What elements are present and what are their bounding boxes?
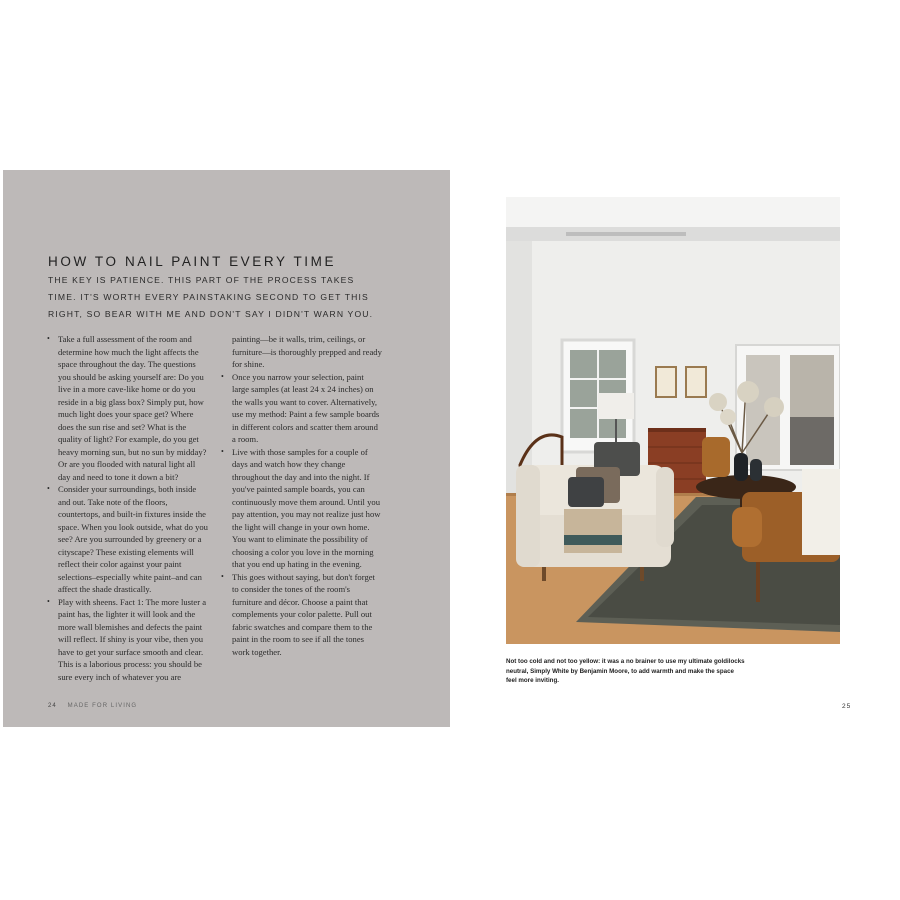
- left-page: [3, 170, 450, 727]
- left-folio: [48, 703, 137, 709]
- living-room-illustration: [506, 197, 840, 644]
- running-title: MADE FOR LIVING: [67, 703, 138, 709]
- right-page-number: 25: [842, 703, 852, 710]
- bullet-item: • Once you narrow your selection, paint large samples (at least 24 x 24 inches) on the walls you want to cover. Alternatively, use my method: Paint a few sample boards in different colors and scatter them around a room.: [220, 371, 382, 446]
- living-room-photo: [506, 197, 840, 644]
- bullet-item: • Take a full assessment of the room and determine how much the light affects the space throughout the day. The questions you should be asking yourself are: Do you live in a more cave-like home or do you reside in a big glass box? Simply put, how much light does your space get? Where does the sun rise and set? What is the quality of light? For example, do you get heavy morning sun, but no sun by midday? Or are you flooded with natural light all day and need to tone it down a bit?: [46, 333, 208, 483]
- bullet-item: • Live with those samples for a couple of days and watch how they change throughout the day and into the night. If you've painted sample boards, you can continuously move them around. Until you pay attention, you may not realize just how the light will change in your own home. You want to eliminate the possibility of choosing a color you love in the morning that you end up hating in the evening.: [220, 446, 382, 571]
- bullet-continuation: painting—be it walls, trim, ceilings, or furniture—is thoroughly prepped and ready for shine.: [232, 334, 382, 369]
- intro-text: THE KEY IS PATIENCE. THIS PART OF THE PROCESS TAKES TIME. IT'S WORTH EVERY PAINSTAKING SECOND TO GET THIS RIGHT, SO BEAR WITH ME AND DON'T SAY I DIDN'T WARN YOU.: [48, 275, 374, 319]
- bullet-item: • Consider your surroundings, both inside and out. Take note of the floors, countertops, and built-in fixtures inside the space. When you look outside, what do you see? Are you surrounded by greenery or a cityscape? These existing elements will reflect their color against your paint selections–especially white paint–and can affect the shade drastically.: [46, 483, 208, 596]
- bullet-item: • This goes without saying, but don't forget to consider the tones of the room's furniture and décor. Choose a paint that complements your color palette. Pull out fabric swatches and compare them to the paint in the room to see if all the tones work together.: [220, 571, 382, 659]
- photo-caption: Not too cold and not too yellow: it was a no brainer to use my ultimate goldilocks neutral, Simply White by Benjamin Moore, to add warmth and make the space feel more inviting.: [506, 658, 745, 684]
- column-left: [46, 333, 208, 683]
- bullet-item: • Play with sheens. Fact 1: The more luster a paint has, the lighter it will look and the more wall blemishes and defects the paint will reflect. If shiny is your vibe, then you have to get your surface smooth and clear. This is a laborious process: you should be sure every inch of whatever you are: [46, 596, 208, 684]
- section-heading: HOW TO NAIL PAINT EVERY TIME: [48, 254, 337, 269]
- page-number: 24: [48, 703, 57, 709]
- column-right: [220, 333, 382, 658]
